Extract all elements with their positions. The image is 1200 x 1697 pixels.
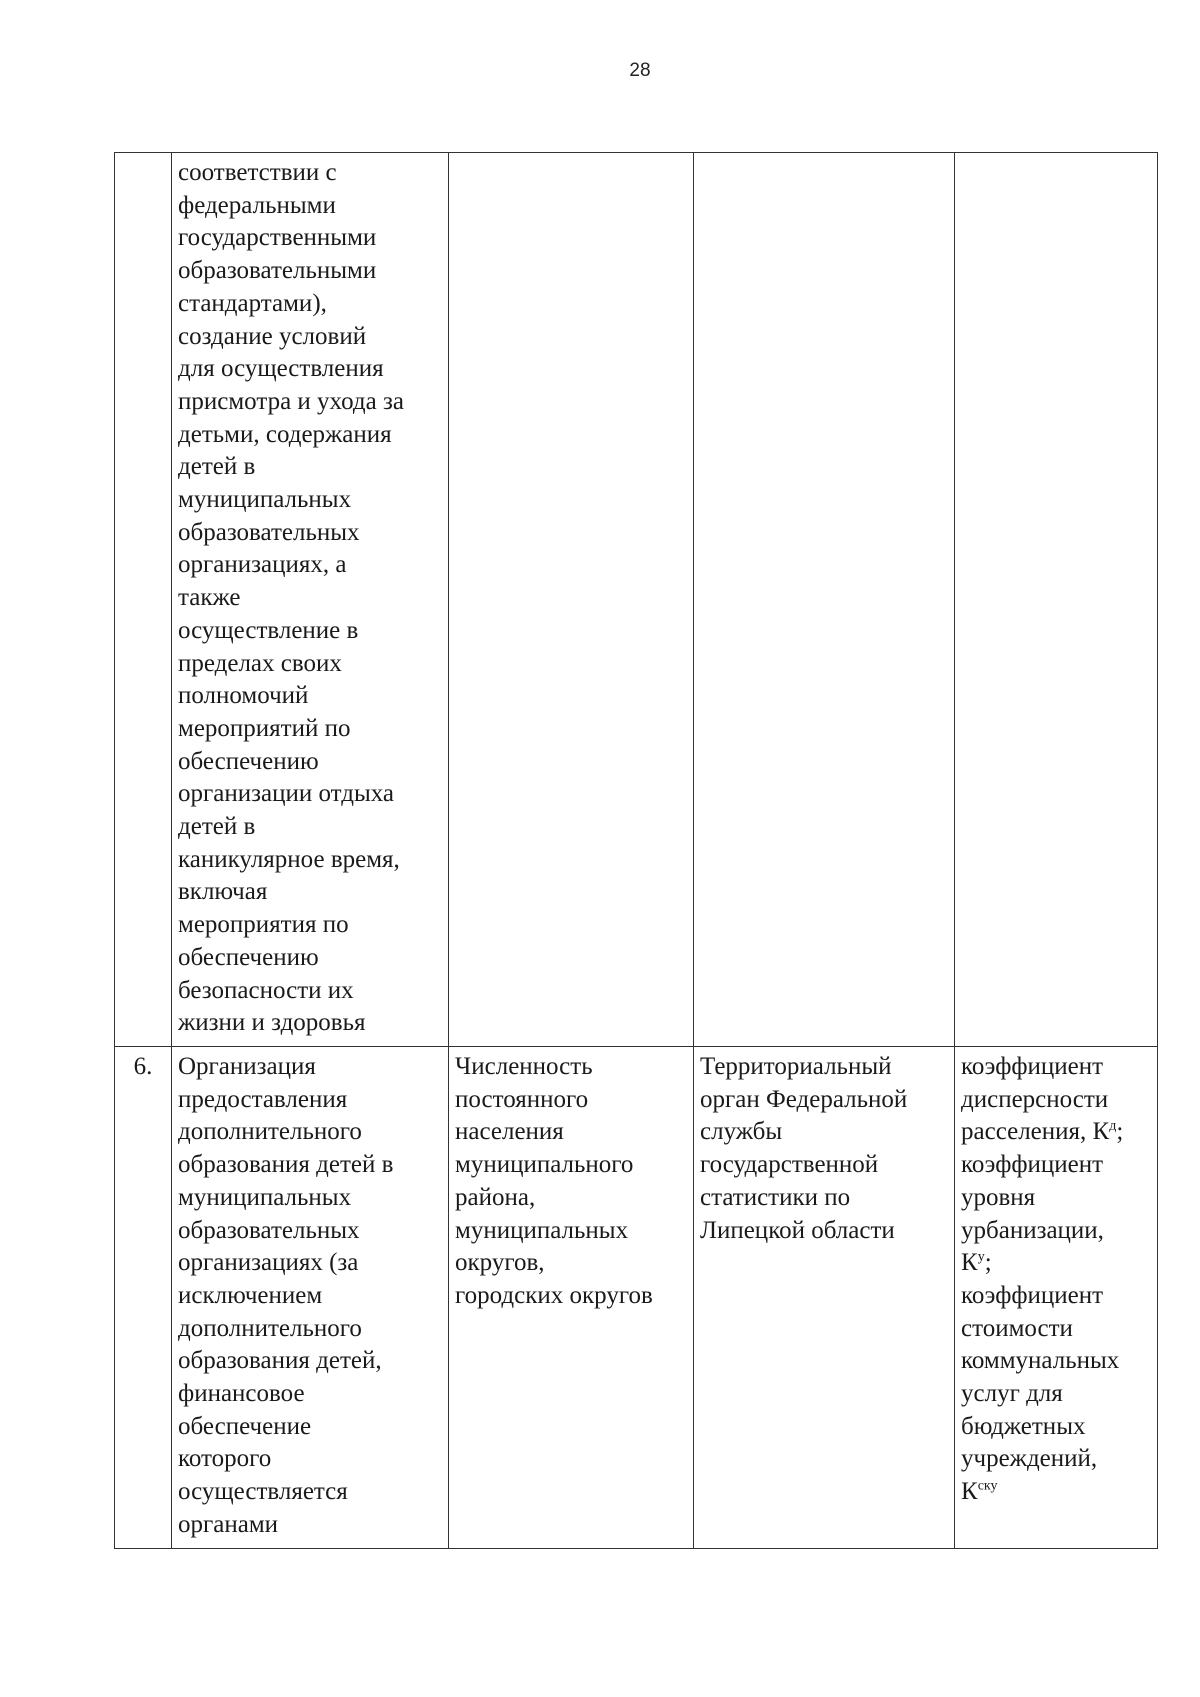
text-line: Организация xyxy=(178,1052,316,1080)
text-line: учреждений, xyxy=(961,1445,1098,1473)
text-line: организации отдыха xyxy=(178,780,395,808)
text-line: городских округов xyxy=(455,1281,653,1309)
text-line xyxy=(961,1116,1151,1149)
text-line: округов, xyxy=(455,1249,545,1277)
row-number-cell: 6. xyxy=(115,1046,172,1548)
text-line: стандартами), xyxy=(178,289,327,317)
text-line: статистики по xyxy=(700,1183,851,1211)
text-line: населения xyxy=(455,1118,564,1146)
text-line: финансовое xyxy=(178,1380,305,1408)
text-line: коммунальных xyxy=(961,1347,1120,1375)
data-source-cell xyxy=(694,1046,955,1548)
data-source-cell xyxy=(694,153,955,1047)
text-line: осуществление в xyxy=(178,616,359,644)
text-line: безопасности их xyxy=(178,976,354,1004)
text-line: Территориальный xyxy=(700,1052,892,1080)
text-line: коэффициент xyxy=(961,1281,1104,1309)
text-line: образования детей в xyxy=(178,1151,394,1179)
text-line: осуществляется xyxy=(178,1478,348,1506)
text-line: предоставления xyxy=(178,1085,348,1113)
text-line: Липецкой области xyxy=(700,1216,895,1244)
text-line: района, xyxy=(455,1183,536,1211)
indicator-cell xyxy=(449,153,694,1047)
allocation-table xyxy=(114,152,1158,1549)
text-line: дисперсности xyxy=(961,1085,1109,1113)
text-line: организациях (за xyxy=(178,1249,359,1277)
text-line: полномочий xyxy=(178,682,309,710)
text-line: детей в xyxy=(178,813,256,841)
text-line: урбанизации, xyxy=(961,1216,1104,1244)
coef-punct: ; xyxy=(984,1249,992,1277)
text-line: пределах своих xyxy=(178,649,342,677)
text-line: для осуществления xyxy=(178,355,384,383)
text-line: бюджетных xyxy=(961,1412,1086,1440)
text-line: коэффициент xyxy=(961,1052,1104,1080)
text-line: образовательных xyxy=(178,518,360,546)
text-line: организациях, а xyxy=(178,551,347,579)
text-line: Численность xyxy=(455,1052,593,1080)
text-line: постоянного xyxy=(455,1085,589,1113)
text-line: дополнительного xyxy=(178,1314,362,1342)
text-line: образовательных xyxy=(178,1216,360,1244)
row-number-cell xyxy=(115,153,172,1047)
text-line: муниципальных xyxy=(178,486,352,514)
text-line: орган Федеральной xyxy=(700,1085,908,1113)
text-line: которого xyxy=(178,1445,272,1473)
text-line: службы xyxy=(700,1118,783,1146)
text-line: услуг для xyxy=(961,1380,1063,1408)
coef-text: расселения, К xyxy=(961,1118,1110,1146)
text-line: муниципальных xyxy=(455,1216,629,1244)
text-line: включая xyxy=(178,878,268,906)
text-line: исключением xyxy=(178,1281,323,1309)
coefficients-cell xyxy=(955,1046,1158,1548)
coef-superscript: у xyxy=(977,1249,985,1265)
text-line: стоимости xyxy=(961,1314,1073,1342)
text-line: федеральными xyxy=(178,191,336,219)
table-row xyxy=(115,1046,1158,1548)
coef-text: К xyxy=(961,1478,978,1506)
authority-name-cell xyxy=(172,1046,449,1548)
coef-text: К xyxy=(961,1249,978,1277)
authority-name-cell xyxy=(172,153,449,1047)
indicator-cell xyxy=(449,1046,694,1548)
text-line: образования детей, xyxy=(178,1347,382,1375)
table-row xyxy=(115,153,1158,1047)
text-line: мероприятия по xyxy=(178,911,349,939)
text-line: обеспечение xyxy=(178,1412,312,1440)
text-line: обеспечению xyxy=(178,943,319,971)
coef-superscript: д xyxy=(1109,1119,1117,1135)
text-line: государственной xyxy=(700,1151,879,1179)
text-line: детьми, содержания xyxy=(178,420,392,448)
text-line xyxy=(961,1476,1151,1509)
coef-superscript: ску xyxy=(977,1478,998,1494)
text-line: также xyxy=(178,584,241,612)
text-line: каникулярное время, xyxy=(178,845,400,873)
text-line: органами xyxy=(178,1510,279,1538)
text-line: обеспечению xyxy=(178,747,319,775)
text-line: муниципальных xyxy=(178,1183,352,1211)
coefficients-cell xyxy=(955,153,1158,1047)
text-line: соответствии с xyxy=(178,159,337,186)
text-line: создание условий xyxy=(178,322,367,350)
text-line: уровня xyxy=(961,1183,1036,1211)
text-line: жизни и здоровья xyxy=(178,1009,366,1037)
text-line: присмотра и ухода за xyxy=(178,387,404,415)
text-line: дополнительного xyxy=(178,1118,362,1146)
text-line: муниципального xyxy=(455,1151,634,1179)
coef-punct: ; xyxy=(1116,1118,1124,1146)
text-line: мероприятий по xyxy=(178,714,351,742)
text-line: детей в xyxy=(178,453,256,481)
text-line: образовательными xyxy=(178,257,377,285)
text-line: коэффициент xyxy=(961,1151,1104,1179)
text-line: государственными xyxy=(178,224,377,252)
text-line xyxy=(961,1247,1151,1280)
page-number: 28 xyxy=(629,60,651,81)
